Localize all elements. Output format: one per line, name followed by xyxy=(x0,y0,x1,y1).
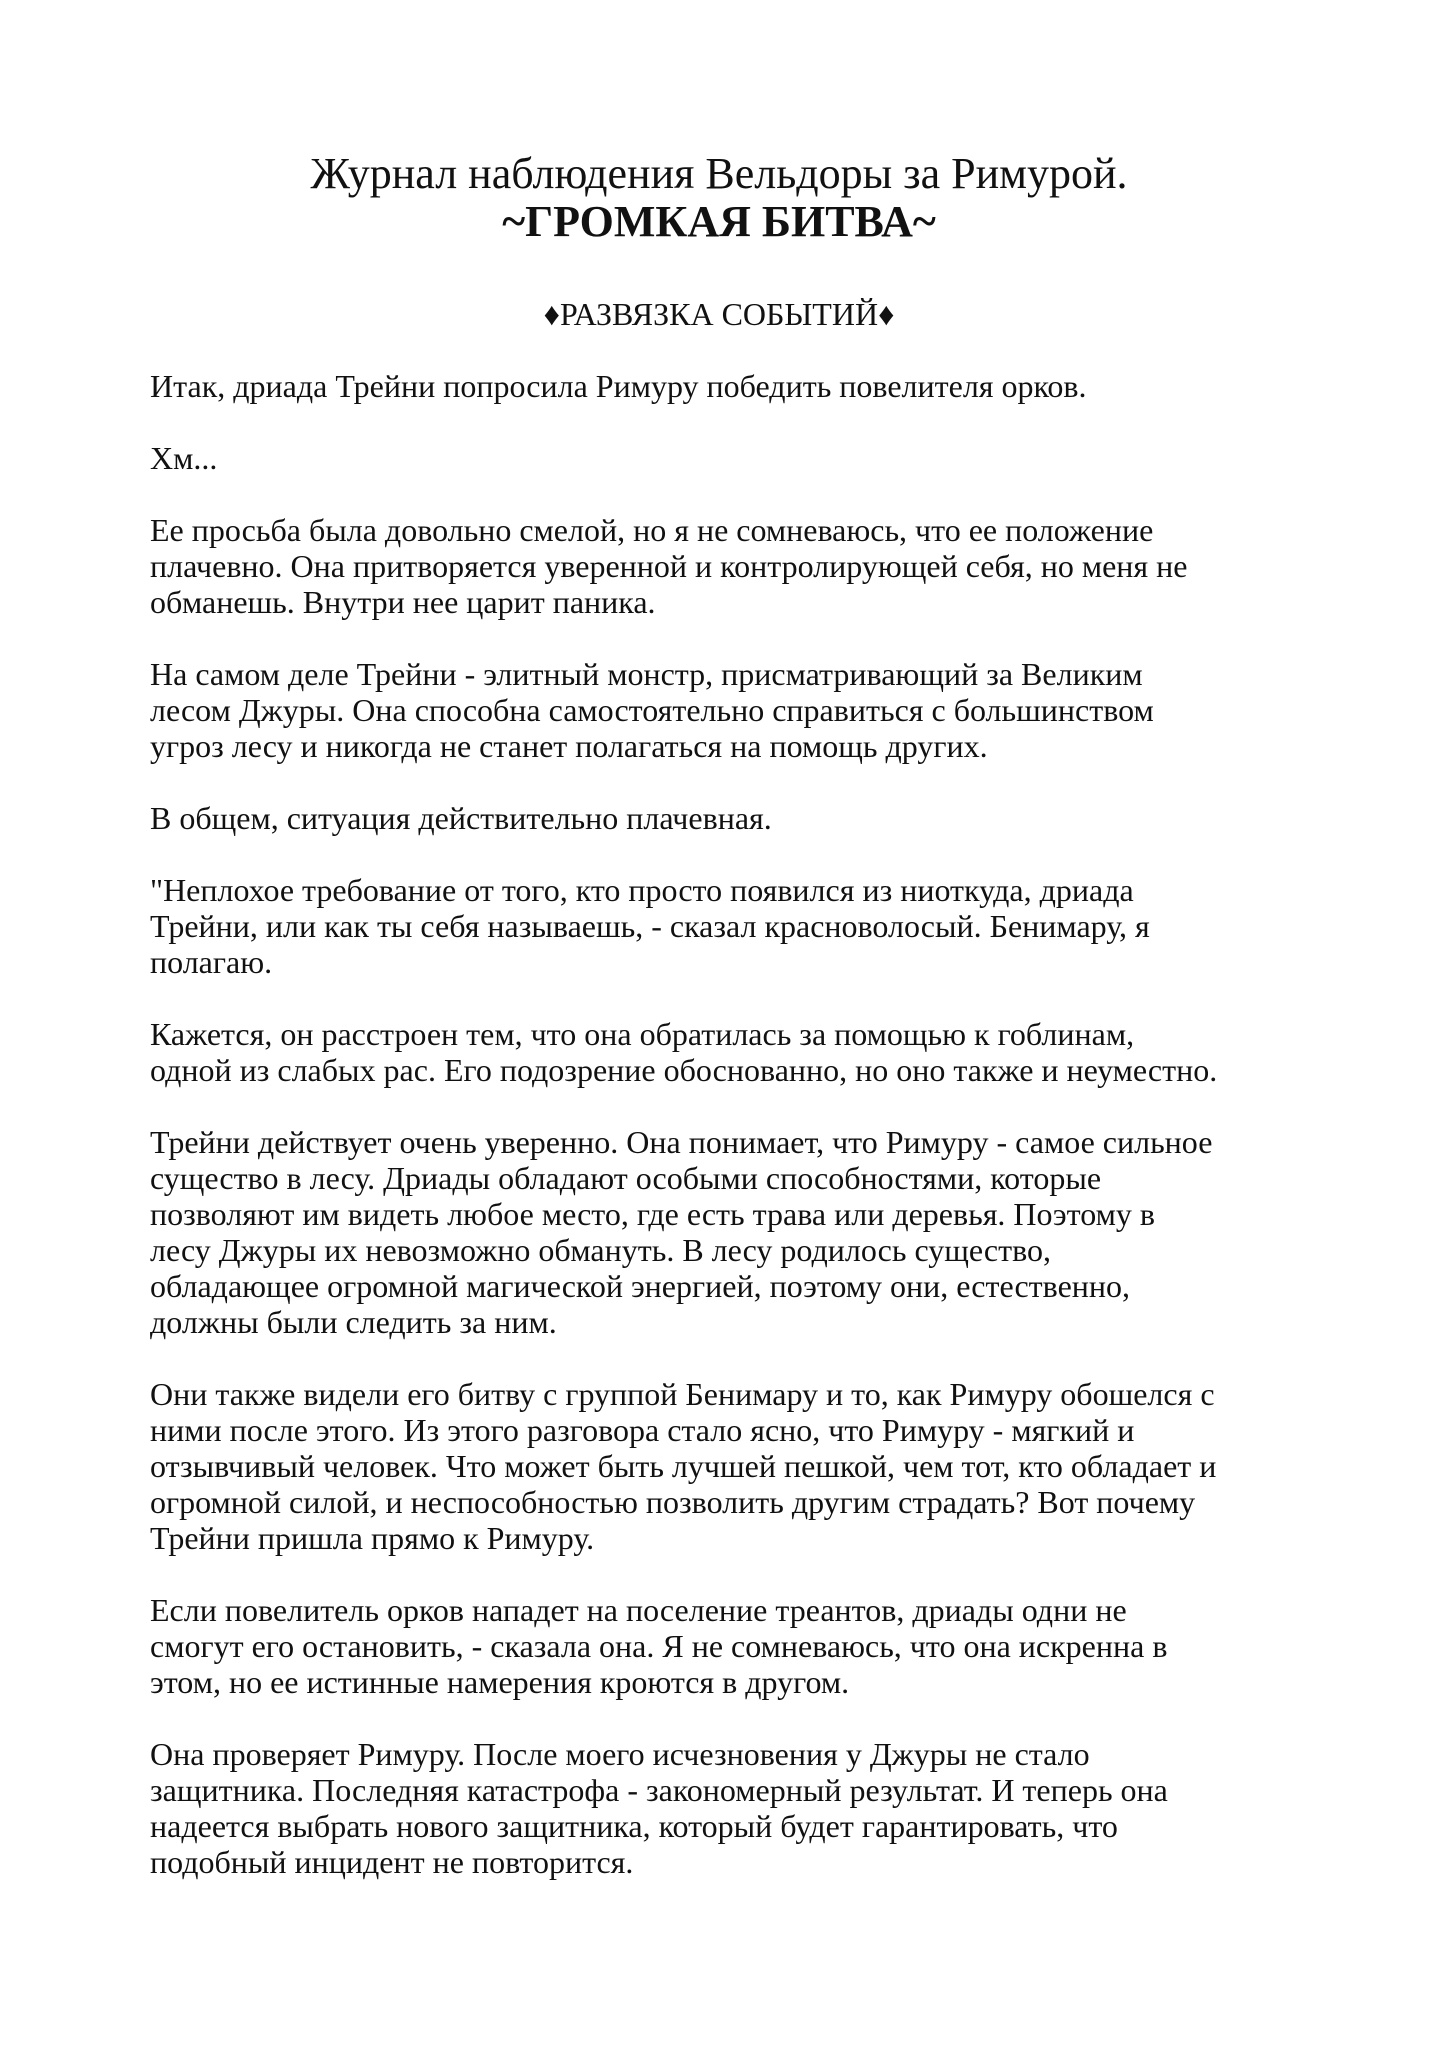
paragraph-7: Кажется, он расстроен тем, что она обратилась за помощью к гоблинам, одной из слабых рас. Его подозрение обоснованно, но оно также и неуместно. xyxy=(150,1016,1218,1088)
paragraph-8: Трейни действует очень уверенно. Она понимает, что Римуру - самое сильное существо в лесу. Дриады обладают особыми способностями, которые позволяют им видеть любое место, где есть трава или деревья. Поэтому в лесу Джуры их невозможно обмануть. В лесу родилось существо, обладающее огромной магической энергией, поэтому они, естественно, должны были следить за ним. xyxy=(150,1124,1213,1340)
paragraph-11: Она проверяет Римуру. После моего исчезновения у Джуры не стало защитника. Последняя катастрофа - закономерный результат. И теперь она надеется выбрать нового защитника, который будет гарантировать, что подобный инцидент не повторится. xyxy=(150,1736,1168,1880)
paragraph-1: Итак, дриада Трейни попросила Римуру победить повелителя орков. xyxy=(150,368,1087,404)
body-text xyxy=(150,368,1340,1916)
paragraph-4: На самом деле Трейни - элитный монстр, присматривающий за Великим лесом Джуры. Она способна самостоятельно справиться с большинством угроз лесу и никогда не станет полагаться на помощь других. xyxy=(150,656,1154,764)
title-block xyxy=(0,150,1438,246)
paragraph-2: Хм... xyxy=(150,440,218,476)
paragraph-6: "Неплохое требование от того, кто просто появился из ниоткуда, дриада Трейни, или как ты себя называешь, - сказал красноволосый. Бенимару, я полагаю. xyxy=(150,872,1150,980)
section-heading: ♦РАЗВЯЗКА СОБЫТИЙ♦ xyxy=(543,296,895,332)
page-title: Журнал наблюдения Вельдоры за Римурой. xyxy=(310,149,1128,198)
paragraph-9: Они также видели его битву с группой Бенимару и то, как Римуру обошелся с ними после этого. Из этого разговора стало ясно, что Римуру - мягкий и отзывчивый человек. Что может быть лучшей пешкой, чем тот, кто обладает и огромной силой, и неспособностью позволить другим страдать? Вот почему Трейни пришла прямо к Римуру. xyxy=(150,1376,1217,1556)
paragraph-10: Если повелитель орков нападет на поселение треантов, дриады одни не смогут его остановить, - сказала она. Я не сомневаюсь, что она искренна в этом, но ее истинные намерения кроются в другом. xyxy=(150,1592,1168,1700)
paragraph-5: В общем, ситуация действительно плачевная. xyxy=(150,800,772,836)
page-subtitle: ~ГРОМКАЯ БИТВА~ xyxy=(502,197,936,246)
paragraph-3: Ее просьба была довольно смелой, но я не сомневаюсь, что ее положение плачевно. Она притворяется уверенной и контролирующей себя, но меня не обманешь. Внутри нее царит паника. xyxy=(150,512,1188,620)
